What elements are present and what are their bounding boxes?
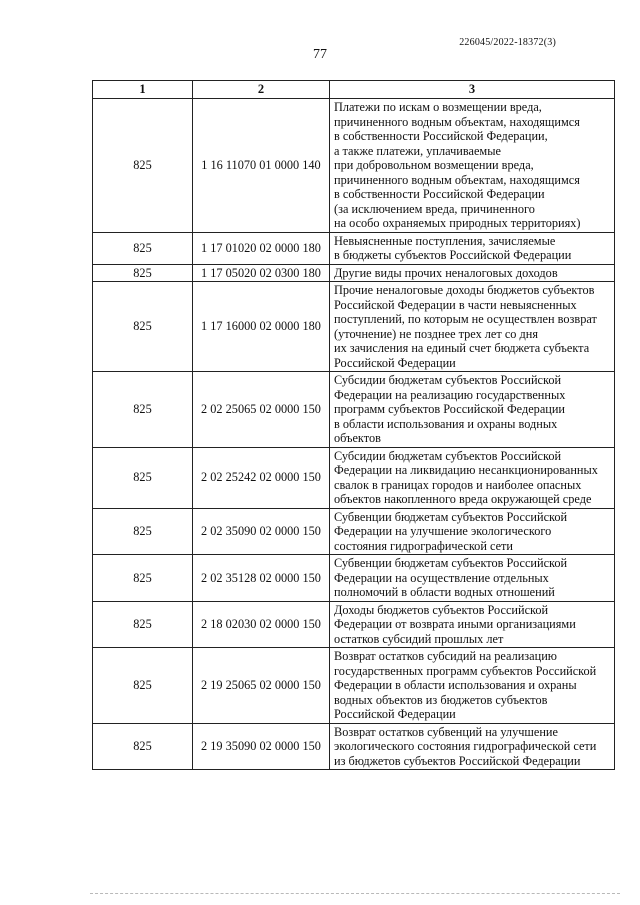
table-row <box>93 264 615 282</box>
revenue-description: Возврат остатков субвенций на улучшение экологического состояния гидрографической сети из бюджетов субъектов Российской Федерации <box>330 723 615 770</box>
table-header-row <box>93 81 615 99</box>
administrator-code: 825 <box>93 508 193 555</box>
revenue-description: Субвенции бюджетам субъектов Российской Федерации на улучшение экологического состояния гидрографической сети <box>330 508 615 555</box>
administrator-code: 825 <box>93 282 193 372</box>
revenue-code: 2 02 25065 02 0000 150 <box>193 372 330 448</box>
revenue-code: 2 02 35128 02 0000 150 <box>193 555 330 602</box>
revenue-description: Субсидии бюджетам субъектов Российской Федерации на ликвидацию несанкционированных свалок в границах городов и наиболее опасных объектов накопленного вреда окружающей среде <box>330 447 615 508</box>
table-row <box>93 508 615 555</box>
table-row <box>93 99 615 233</box>
table-row <box>93 601 615 648</box>
revenue-description: Субвенции бюджетам субъектов Российской Федерации на осуществление отдельных полномочий в области водных отношений <box>330 555 615 602</box>
column-header-3: 3 <box>330 81 615 99</box>
table-row <box>93 723 615 770</box>
revenue-description: Другие виды прочих неналоговых доходов <box>330 264 615 282</box>
administrator-code: 825 <box>93 372 193 448</box>
revenue-classification-table <box>92 80 615 770</box>
document-registration-number: 226045/2022-18372(3) <box>459 37 556 48</box>
page-number: 77 <box>313 47 327 62</box>
table-row <box>93 447 615 508</box>
revenue-code: 1 17 05020 02 0300 180 <box>193 264 330 282</box>
footer-dashed-divider <box>90 893 620 894</box>
revenue-description: Возврат остатков субсидий на реализацию государственных программ субъектов Российской Федерации в области использования и охраны водных объектов из бюджетов субъектов Российской Федерации <box>330 648 615 724</box>
table-row <box>93 648 615 724</box>
revenue-code: 2 02 35090 02 0000 150 <box>193 508 330 555</box>
revenue-code: 2 19 25065 02 0000 150 <box>193 648 330 724</box>
table-row <box>93 555 615 602</box>
administrator-code: 825 <box>93 555 193 602</box>
revenue-description: Субсидии бюджетам субъектов Российской Федерации на реализацию государственных программ субъектов Российской Федерации в области использования и охраны водных объектов <box>330 372 615 448</box>
administrator-code: 825 <box>93 447 193 508</box>
administrator-code: 825 <box>93 99 193 233</box>
administrator-code: 825 <box>93 723 193 770</box>
administrator-code: 825 <box>93 232 193 264</box>
revenue-description: Доходы бюджетов субъектов Российской Федерации от возврата иными организациями остатков субсидий прошлых лет <box>330 601 615 648</box>
table-row <box>93 372 615 448</box>
administrator-code: 825 <box>93 648 193 724</box>
revenue-description: Невыясненные поступления, зачисляемые в бюджеты субъектов Российской Федерации <box>330 232 615 264</box>
administrator-code: 825 <box>93 264 193 282</box>
revenue-description: Прочие неналоговые доходы бюджетов субъектов Российской Федерации в части невыясненных поступлений, по которым не осуществлен возврат (уточнение) не позднее трех лет со дня их зачисления на единый счет бюджета субъекта Российской Федерации <box>330 282 615 372</box>
revenue-code: 1 17 16000 02 0000 180 <box>193 282 330 372</box>
column-header-2: 2 <box>193 81 330 99</box>
revenue-code: 1 17 01020 02 0000 180 <box>193 232 330 264</box>
table-row <box>93 232 615 264</box>
administrator-code: 825 <box>93 601 193 648</box>
revenue-code: 2 02 25242 02 0000 150 <box>193 447 330 508</box>
revenue-code: 2 19 35090 02 0000 150 <box>193 723 330 770</box>
column-header-1: 1 <box>93 81 193 99</box>
revenue-code: 1 16 11070 01 0000 140 <box>193 99 330 233</box>
table-row <box>93 282 615 372</box>
revenue-description: Платежи по искам о возмещении вреда, причиненного водным объектам, находящимся в собственности Российской Федерации, а также платежи, уплачиваемые при добровольном возмещении вреда, причиненного водным объектам, находящимся в собственности Российской Федерации (за исключением вреда, причиненного на особо охраняемых природных территориях) <box>330 99 615 233</box>
revenue-code: 2 18 02030 02 0000 150 <box>193 601 330 648</box>
